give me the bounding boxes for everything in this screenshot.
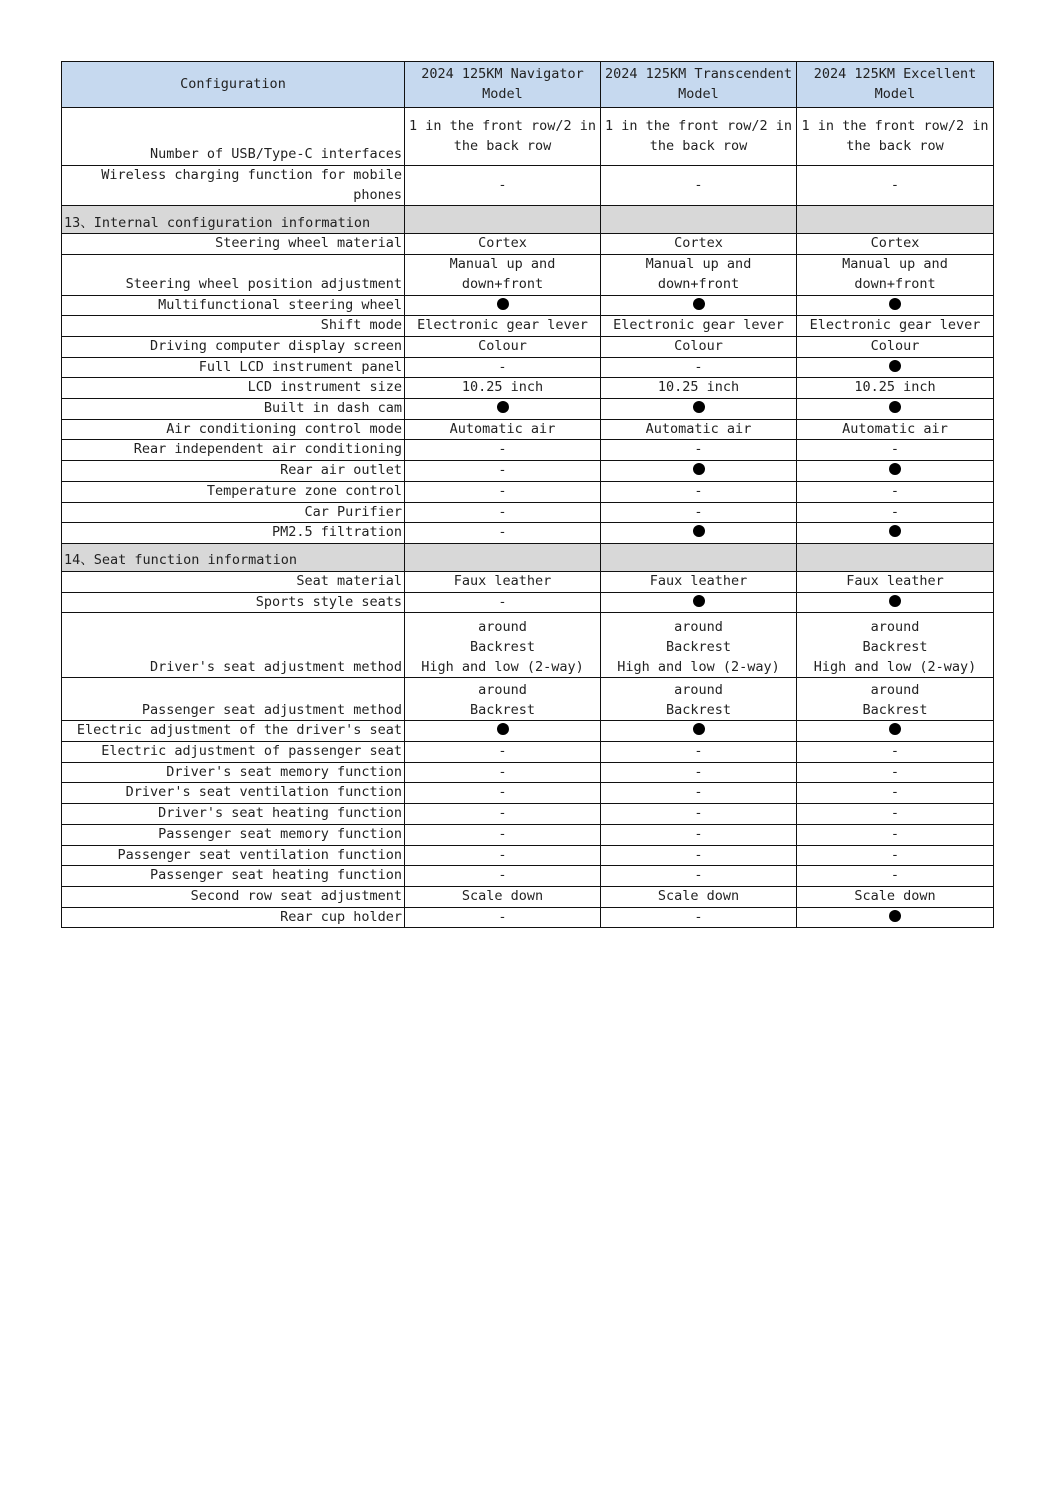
value-cell: - (405, 440, 601, 461)
value-cell: - (405, 742, 601, 763)
filled-dot-icon (889, 525, 901, 537)
value-cell: 10.25 inch (797, 378, 994, 399)
value-cell: Faux leather (797, 571, 994, 592)
section-title: 13、Internal configuration information (62, 206, 405, 234)
table-row (62, 295, 994, 316)
row-label: PM2.5 filtration (62, 523, 405, 544)
filled-dot-icon (889, 401, 901, 413)
table-row (62, 824, 994, 845)
value-cell: - (797, 502, 994, 523)
value-cell: Cortex (405, 234, 601, 255)
value-cell: 10.25 inch (601, 378, 797, 399)
row-label: Multifunctional steering wheel (62, 295, 405, 316)
filled-dot-icon (889, 910, 901, 922)
value-cell: Manual up and down+front (601, 255, 797, 295)
value-cell: - (797, 166, 994, 206)
table-row (62, 721, 994, 742)
row-label: LCD instrument size (62, 378, 405, 399)
row-label: Electric adjustment of the driver's seat (62, 721, 405, 742)
spec-table-body (62, 108, 994, 928)
value-line: Backrest (862, 701, 928, 718)
value-cell: - (797, 742, 994, 763)
value-cell: - (601, 166, 797, 206)
value-cell: Electronic gear lever (601, 316, 797, 337)
table-row (62, 783, 994, 804)
value-cell: Cortex (601, 234, 797, 255)
table-row (62, 523, 994, 544)
value-cell: - (405, 357, 601, 378)
value-cell (797, 721, 994, 742)
value-cell: Scale down (405, 886, 601, 907)
value-cell: - (405, 783, 601, 804)
row-label: Driver's seat memory function (62, 762, 405, 783)
row-label: Driver's seat heating function (62, 804, 405, 825)
filled-dot-icon (497, 298, 509, 310)
value-cell: 1 in the front row/2 in the back row (601, 108, 797, 166)
value-cell (405, 295, 601, 316)
table-row (62, 378, 994, 399)
value-cell: - (405, 592, 601, 613)
value-line: around (870, 619, 920, 636)
value-line: around (478, 681, 527, 698)
section-row (62, 543, 994, 571)
value-cell: - (601, 845, 797, 866)
row-label: Temperature zone control (62, 481, 405, 502)
value-cell (797, 461, 994, 482)
value-line: Backrest (862, 638, 928, 655)
value-cell: Manual up and down+front (405, 255, 601, 295)
value-cell (405, 613, 601, 678)
row-label: Rear air outlet (62, 461, 405, 482)
value-cell: - (405, 824, 601, 845)
section-empty-cell (405, 206, 601, 234)
value-cell: - (601, 762, 797, 783)
value-cell: - (797, 824, 994, 845)
filled-dot-icon (693, 595, 705, 607)
value-cell: - (797, 440, 994, 461)
table-row (62, 440, 994, 461)
table-row (62, 866, 994, 887)
value-cell (601, 592, 797, 613)
value-cell: Colour (601, 336, 797, 357)
table-row (62, 804, 994, 825)
value-cell (601, 523, 797, 544)
value-cell: - (405, 461, 601, 482)
value-cell (601, 721, 797, 742)
value-cell: - (405, 845, 601, 866)
filled-dot-icon (889, 463, 901, 475)
filled-dot-icon (693, 463, 705, 475)
value-cell (405, 721, 601, 742)
value-cell (601, 461, 797, 482)
value-cell: - (797, 866, 994, 887)
table-row (62, 613, 994, 678)
value-cell: Cortex (797, 234, 994, 255)
value-cell: - (405, 762, 601, 783)
row-label: Sports style seats (62, 592, 405, 613)
table-row (62, 907, 994, 928)
row-label: Shift mode (62, 316, 405, 337)
row-label: Electric adjustment of passenger seat (62, 742, 405, 763)
filled-dot-icon (889, 723, 901, 735)
table-row (62, 845, 994, 866)
value-cell: 10.25 inch (405, 378, 601, 399)
header-transcendent-model: 2024 125KM Transcendent Model (601, 62, 797, 108)
value-line: Backrest (469, 638, 536, 655)
value-cell: - (601, 783, 797, 804)
value-cell (797, 613, 994, 678)
value-cell: 1 in the front row/2 in the back row (405, 108, 601, 166)
value-cell: - (797, 481, 994, 502)
table-row (62, 255, 994, 295)
value-cell: - (797, 783, 994, 804)
value-cell: - (601, 481, 797, 502)
value-cell (797, 295, 994, 316)
value-cell: - (405, 866, 601, 887)
section-empty-cell (601, 543, 797, 571)
header-configuration: Configuration (62, 62, 405, 108)
value-cell: Electronic gear lever (797, 316, 994, 337)
row-label: Driver's seat ventilation function (62, 783, 405, 804)
filled-dot-icon (889, 595, 901, 607)
value-cell: - (405, 523, 601, 544)
value-cell (601, 613, 797, 678)
value-cell: - (797, 762, 994, 783)
value-cell: - (601, 824, 797, 845)
table-row (62, 316, 994, 337)
value-cell: Automatic air (601, 419, 797, 440)
table-row (62, 234, 994, 255)
row-label: Passenger seat ventilation function (62, 845, 405, 866)
section-empty-cell (797, 206, 994, 234)
row-label: Passenger seat memory function (62, 824, 405, 845)
value-cell: Faux leather (601, 571, 797, 592)
value-cell (797, 523, 994, 544)
table-row (62, 399, 994, 420)
value-cell: - (601, 440, 797, 461)
value-cell: Faux leather (405, 571, 601, 592)
table-row (62, 461, 994, 482)
table-row (62, 357, 994, 378)
table-row (62, 571, 994, 592)
value-cell: - (601, 357, 797, 378)
section-empty-cell (405, 543, 601, 571)
table-row (62, 742, 994, 763)
table-row (62, 502, 994, 523)
value-cell: - (405, 166, 601, 206)
value-line: around (674, 681, 723, 698)
value-cell: Automatic air (405, 419, 601, 440)
value-cell: - (601, 804, 797, 825)
filled-dot-icon (497, 401, 509, 413)
value-cell: Colour (797, 336, 994, 357)
value-cell (405, 399, 601, 420)
value-cell (797, 907, 994, 928)
value-cell: Automatic air (797, 419, 994, 440)
row-label: Steering wheel position adjustment (62, 255, 405, 295)
section-empty-cell (601, 206, 797, 234)
row-label: Seat material (62, 571, 405, 592)
row-label: Car Purifier (62, 502, 405, 523)
filled-dot-icon (693, 723, 705, 735)
section-title: 14、Seat function information (62, 543, 405, 571)
section-empty-cell (797, 543, 994, 571)
value-cell: - (405, 502, 601, 523)
table-row (62, 108, 994, 166)
value-cell (797, 399, 994, 420)
table-row (62, 678, 994, 721)
table-row (62, 886, 994, 907)
row-label: Rear independent air conditioning (62, 440, 405, 461)
table-row (62, 592, 994, 613)
value-line: Backrest (665, 638, 732, 655)
value-cell: - (405, 481, 601, 502)
value-cell: - (601, 502, 797, 523)
value-cell: - (405, 804, 601, 825)
value-cell (601, 295, 797, 316)
value-cell (405, 678, 601, 721)
spec-table (61, 61, 994, 928)
value-cell (797, 678, 994, 721)
row-label: Number of USB/Type-C interfaces (62, 108, 405, 166)
value-cell: - (601, 742, 797, 763)
header-row (62, 62, 994, 108)
value-line: High and low (2-way) (813, 658, 977, 675)
header-excellent-model: 2024 125KM Excellent Model (797, 62, 994, 108)
value-line: High and low (2-way) (421, 658, 584, 675)
table-row (62, 762, 994, 783)
value-cell (797, 357, 994, 378)
filled-dot-icon (889, 298, 901, 310)
row-label: Built in dash cam (62, 399, 405, 420)
row-label: Air conditioning control mode (62, 419, 405, 440)
value-cell (601, 399, 797, 420)
row-label: Driver's seat adjustment method (62, 613, 405, 678)
value-cell: Colour (405, 336, 601, 357)
section-row (62, 206, 994, 234)
value-line: High and low (2-way) (617, 658, 780, 675)
value-cell: Scale down (601, 886, 797, 907)
value-cell (601, 678, 797, 721)
header-navigator-model: 2024 125KM Navigator Model (405, 62, 601, 108)
row-label: Steering wheel material (62, 234, 405, 255)
filled-dot-icon (693, 298, 705, 310)
filled-dot-icon (497, 723, 509, 735)
value-cell: - (797, 804, 994, 825)
value-line: Backrest (469, 701, 536, 718)
filled-dot-icon (693, 525, 705, 537)
row-label: Passenger seat adjustment method (62, 678, 405, 721)
value-line: around (870, 681, 920, 698)
table-row (62, 166, 994, 206)
value-cell (797, 592, 994, 613)
value-cell: Scale down (797, 886, 994, 907)
row-label: Wireless charging function for mobile phones (62, 166, 405, 206)
value-cell: - (601, 866, 797, 887)
table-row (62, 336, 994, 357)
filled-dot-icon (693, 401, 705, 413)
value-cell: 1 in the front row/2 in the back row (797, 108, 994, 166)
row-label: Passenger seat heating function (62, 866, 405, 887)
value-cell: - (797, 845, 994, 866)
value-line: around (478, 619, 527, 636)
row-label: Second row seat adjustment (62, 886, 405, 907)
row-label: Rear cup holder (62, 907, 405, 928)
table-row (62, 419, 994, 440)
filled-dot-icon (889, 360, 901, 372)
value-line: around (674, 619, 723, 636)
table-row (62, 481, 994, 502)
value-line: Backrest (665, 701, 732, 718)
value-cell: - (601, 907, 797, 928)
value-cell: - (405, 907, 601, 928)
row-label: Full LCD instrument panel (62, 357, 405, 378)
value-cell: Electronic gear lever (405, 316, 601, 337)
row-label: Driving computer display screen (62, 336, 405, 357)
value-cell: Manual up and down+front (797, 255, 994, 295)
